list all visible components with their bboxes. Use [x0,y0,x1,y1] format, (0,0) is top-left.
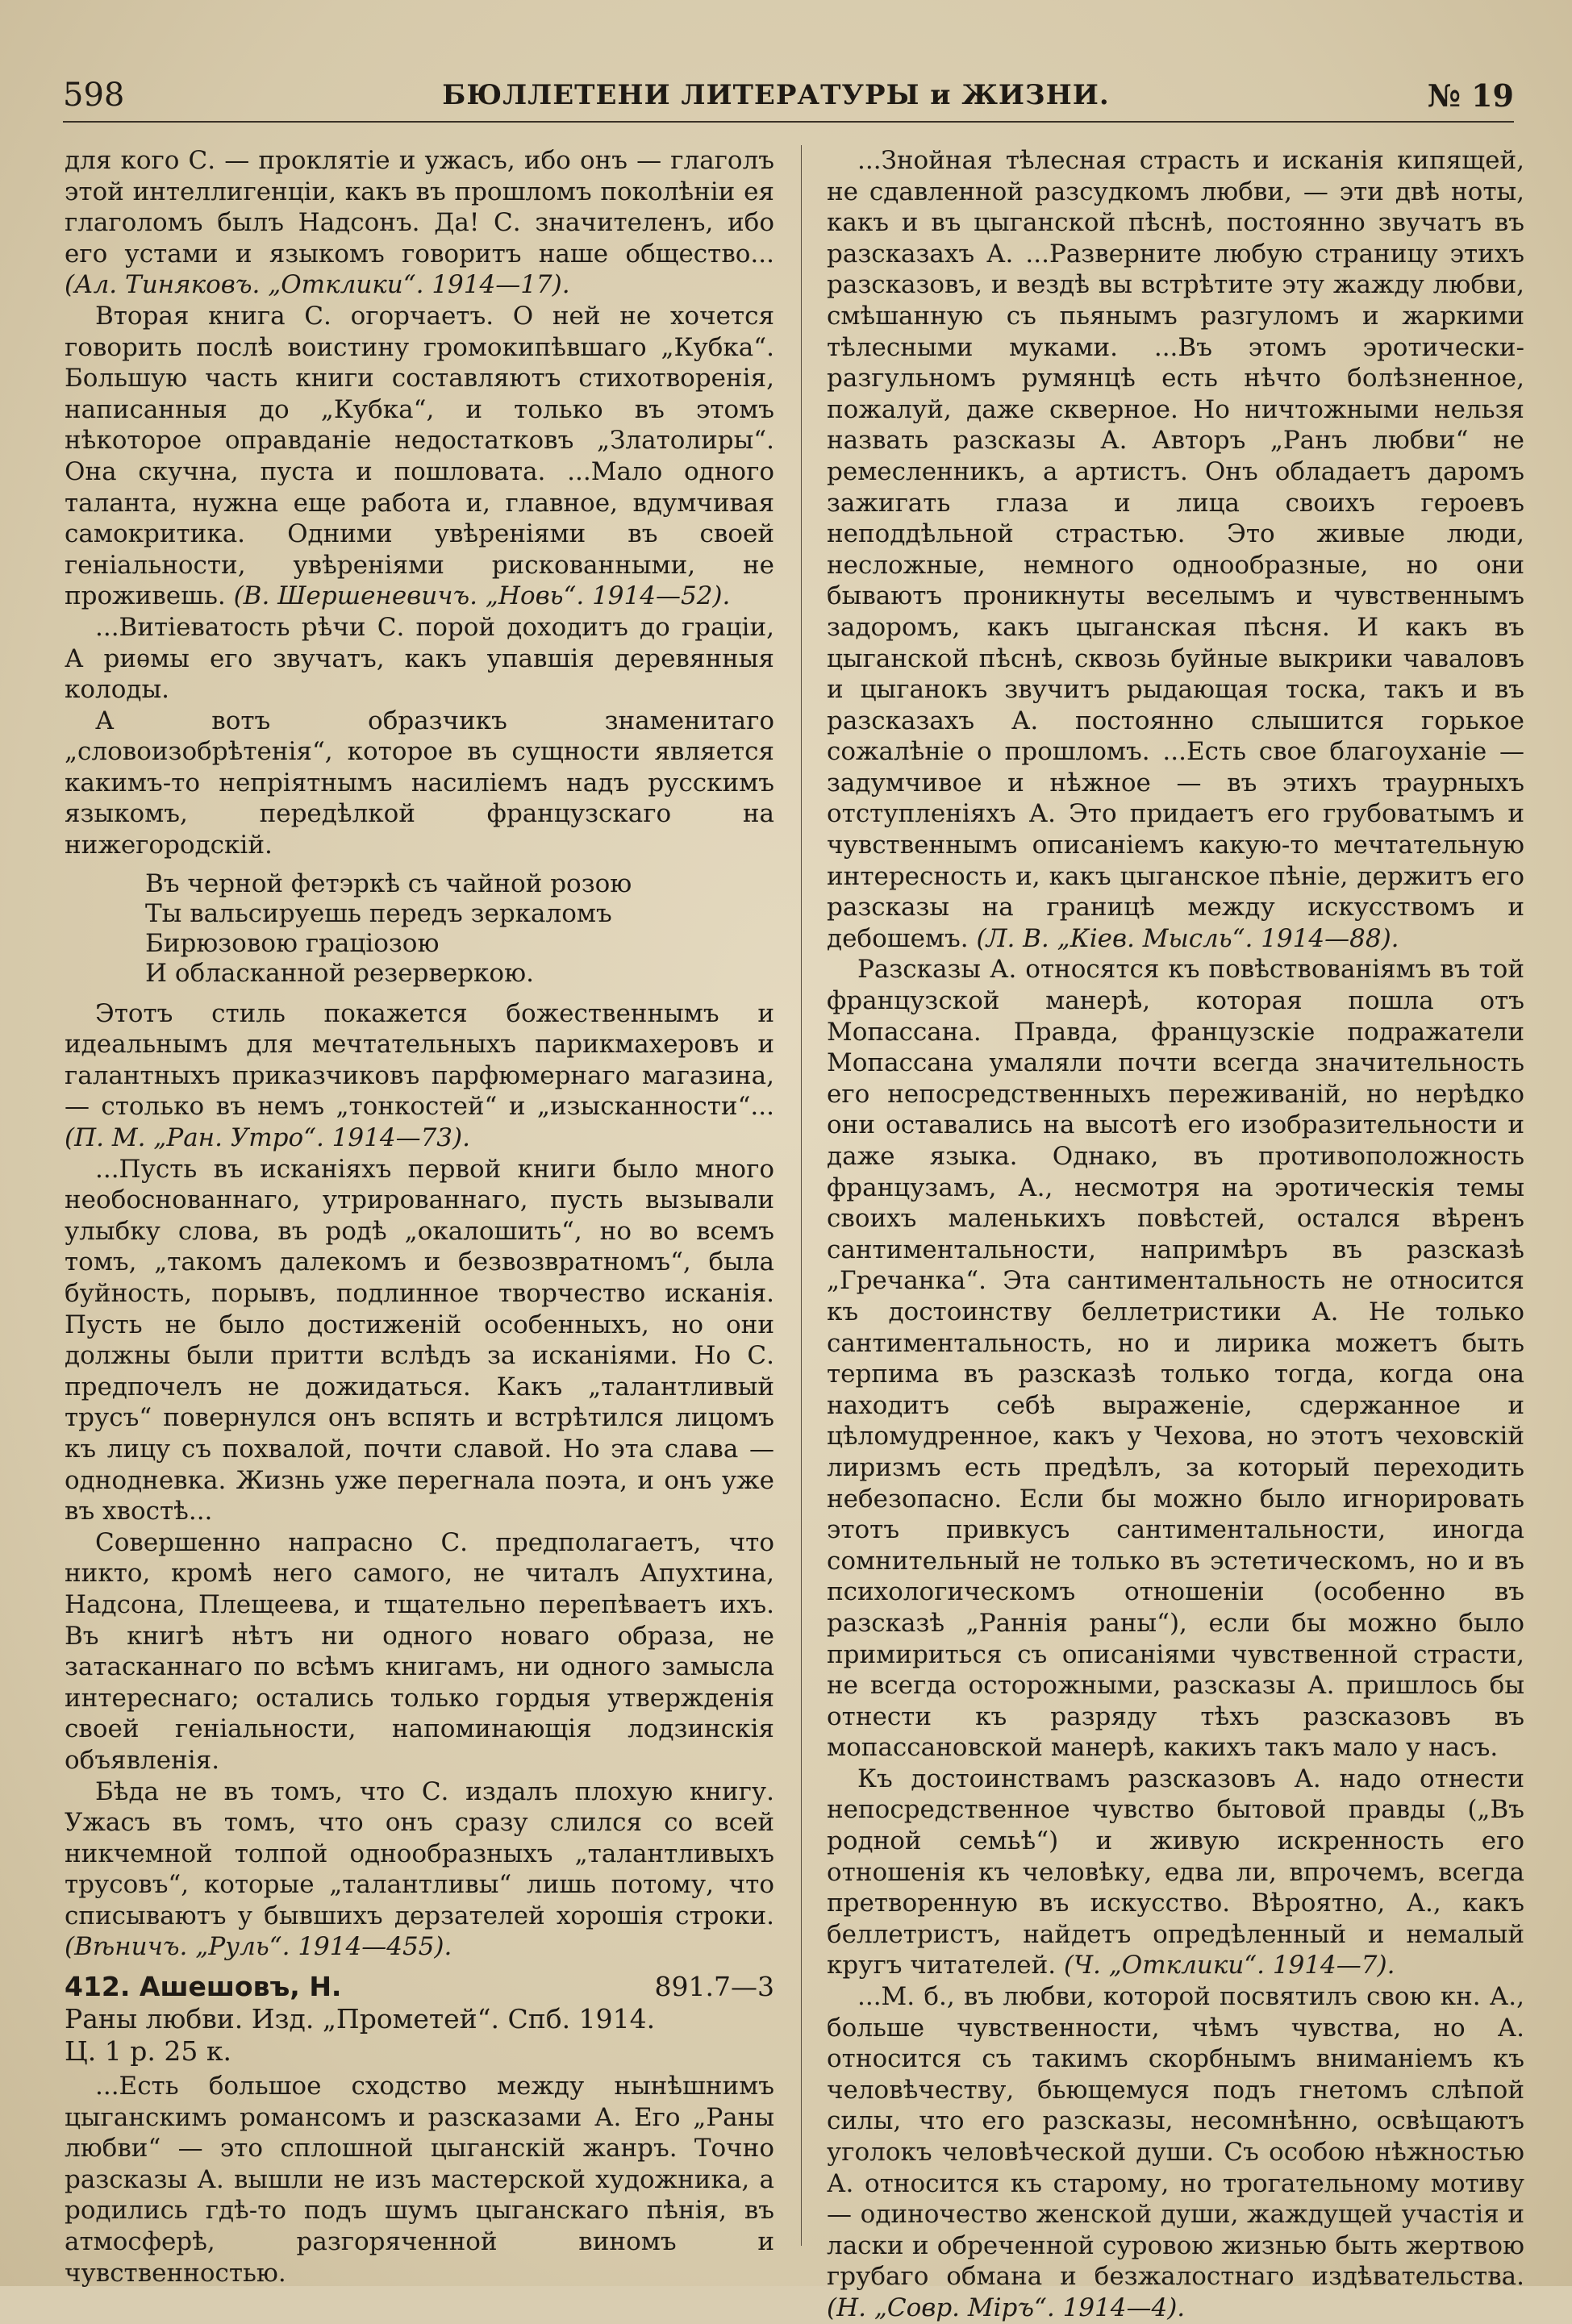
review-paragraph: Разсказы А. относятся къ повѣствованіямъ въ той французской манерѣ, которая пошла отъ Мопассана. Правда, французскіе подражатели Мопассана умаляли почти всегда значительность его непосредственныхъ переживаній, но нерѣдко они оставались на высотѣ его изобразительности и даже языка. Однако, въ противоположность французамъ, А., несмотря на эротическія темы своихъ маленькихъ повѣстей, остался вѣренъ сантиментальности, напримѣръ въ разсказѣ „Гречанка“. Эта сантиментальность не относится къ достоинству беллетристики А. Не только сантиментальность, но и лирика можетъ быть терпима въ разсказѣ только тогда, когда она находитъ себѣ выраженіе, сдержанное и цѣломудренное, какъ у Чехова, но этотъ чеховскій лиризмъ есть предѣлъ, за который переходить небезопасно. Если бы можно было игнорировать этотъ привкусъ сантиментальности, иногда сомнительный не только въ эстетическомъ, но и въ психологическомъ отношеніи (особенно въ разсказѣ „Раннія раны“), если бы можно было примириться съ описаніями чувственной страсти, не всегда осторожными, разсказы А. пришлось бы отнести къ разряду тѣхъ разсказовъ въ мопассановской манерѣ, какихъ такъ мало у насъ. [827,955,1524,1763]
poem-line: Въ черной фетэркѣ съ чайной розою [145,868,632,898]
citation: (П. М. „Ран. Утро“. 1914—73). [65,1123,470,1153]
poem-line: Бирюзовою граціозою [145,928,440,958]
poem-line: Ты вальсируешь передъ зеркаломъ [145,898,612,928]
review-paragraph: Къ достоинствамъ разсказовъ А. надо отнести непосредственное чувство бытовой правды („Въ родной семьѣ“) и живую искренность его отношенія къ человѣку, едва ли, впрочемъ, всегда претворенную въ искусство. Вѣроятно, А., какъ беллетристъ, найдетъ опредѣленный и немалый кругъ читателей. (Ч. „Отклики“. 1914—7). [827,1764,1524,1980]
review-paragraph: Совершенно напрасно С. предполагаетъ, что никто, кромѣ него самого, не читалъ Апухтина, Надсона, Плещеева, и тщательно перепѣваетъ ихъ. Въ книгѣ нѣтъ ни одного новаго образа, не затасканнаго по всѣмъ книгамъ, ни одного замысла интереснаго; остались только гордыя утвержденія своей геніальности, напоминающія лодзинскія объявленія. [65,1527,774,1775]
citation: (В. Шершеневичъ. „Новь“. 1914—52). [233,581,731,611]
citation: (Вѣничъ. „Руль“. 1914—455). [65,1932,452,1962]
issue-number: № 19 [1427,77,1514,114]
review-paragraph: ...Витіеватость рѣчи С. порой доходитъ до граціи, А риѳмы его звучатъ, какъ упавшія деревянныя колоды. [65,612,774,705]
entry-author: Ашешовъ, Н. [139,1971,342,2003]
review-paragraph: ...Есть большое сходство между нынѣшнимъ цыганскимъ романсомъ и разсказами А. Его „Раны любви“ — это сплошной цыганскій жанръ. Точно разсказы А. вышли не изъ мастерской художника, а родились гдѣ-то подъ шумъ цыганскаго пѣнія, въ атмосферѣ, разгоряченной виномъ и чувственностью. [65,2072,774,2288]
citation: (Ал. Тиняковъ. „Отклики“. 1914—17). [65,270,570,300]
review-paragraph: ...Знойная тѣлесная страсть и исканія кипящей, не сдавленной разсудкомъ любви, — эти двѣ ноты, какъ и въ цыганской пѣснѣ, постоянно звучатъ въ разсказахъ А. ...Разверните любую страницу этихъ разсказовъ, и вездѣ вы встрѣтите эту жажду любви, смѣшанную съ пьянымъ разгуломъ и жаркими тѣлесными муками. ...Въ этомъ эротически-разгульномъ румянцѣ есть нѣчто болѣзненное, пожалуй, даже скверное. Но ничтожными нельзя назвать разсказы А. Авторъ „Ранъ любви“ не ремесленникъ, а артистъ. Онъ обладаетъ даромъ зажигать глаза и лица своихъ героевъ неподдѣльной страстью. Это живые люди, несложные, немного однообразные, но они бываютъ проникнуты веселымъ и чувственнымъ задоромъ, какъ цыганская пѣсня. И какъ въ цыганской пѣснѣ, сквозь буйные выкрики чаваловъ и цыганокъ звучитъ рыдающая тоска, такъ и въ разсказахъ А. постоянно слышится горькое сожалѣніе о прошломъ. ...Есть свое благоуханіе — задумчивое и нѣжное — въ этихъ траурныхъ отступленіяхъ А. Это придаетъ его грубоватымъ и чувственнымъ описаніемъ какую-то мечтательную интересность и, какъ цыганское пѣніе, держитъ его разсказы на границѣ между искусствомъ и дебошемъ. (Л. В. „Кіев. Мысль“. 1914—88). [827,146,1524,953]
column-divider [801,145,802,2246]
citation: (Л. В. „Кіев. Мысль“. 1914—88). [976,923,1399,953]
review-paragraph: Вторая книга С. огорчаетъ. О ней не хочется говорить послѣ воистину громокипѣвшаго „Кубка“. Большую часть книги составляютъ стихотворенія, написанныя до „Кубка“, и только въ этомъ нѣкоторое оправданіе недостатковъ „Златолиры“. Она скучна, пуста и пошловата. ...Мало одного таланта, нужна еще работа и, главное, вдумчивая самокритика. Одними увѣреніями въ своей геніальности, увѣреніями рискованными, не проживешь. (В. Шершеневичъ. „Новь“. 1914—52). [65,301,774,611]
review-paragraph: А вотъ образчикъ знаменитаго „словоизобрѣтенія“, которое въ сущности является какимъ-то непріятнымъ насиліемъ надъ русскимъ языкомъ, передѣлкой французскаго на нижегородскій. [65,706,774,860]
citation: (Н. „Совр. Міръ“. 1914—4). [827,2293,1186,2322]
citation: (Ч. „Отклики“. 1914—7). [1063,1951,1395,1980]
entry-price: Ц. 1 р. 25 к. [65,2035,231,2068]
poem-quote [145,869,774,989]
review-paragraph: ...Пусть въ исканіяхъ первой книги было много необоснованнаго, утрированнаго, пусть вызывали улыбку слова, въ родѣ „окалошить“, но во всемъ томъ, „такомъ далекомъ и безвозвратномъ“, была буйность, порывъ, подлинное творчество исканія. Пусть не было достиженій особенныхъ, но они должны были притти вслѣдъ за исканіями. Но С. предпочелъ не дожидаться. Какъ „талантливый трусъ“ повернулся онъ вспять и встрѣтился лицомъ къ лицу съ похвалой, почти славой. Но эта слава — однодневка. Жизнь уже перегнала поэта, и онъ уже въ хвостѣ... [65,1154,774,1526]
poem-line: И обласканной резерверкою. [145,958,534,988]
page-number: 598 [63,77,125,114]
bibliography-entry-heading [65,1971,774,2003]
review-paragraph: Бѣда не въ томъ, что С. издалъ плохую книгу. Ужасъ въ томъ, что онъ сразу слился со всей никчемной толпой однообразныхъ „талантливыхъ трусовъ“, которые „талантливы“ лишь потому, что списываютъ у бывшихъ дерзателей хорошія строки. (Вѣничъ. „Руль“. 1914—455). [65,1776,774,1962]
entry-imprint: Раны любви. Изд. „Прометей“. Спб. 1914. [65,2003,656,2035]
running-title: БЮЛЛЕТЕНИ ЛИТЕРАТУРЫ и ЖИЗНИ. [442,79,1110,111]
right-column [827,145,1524,2322]
review-paragraph: ...М. б., въ любви, которой посвятилъ свою кн. А., больше чувственности, чѣмъ чувства, но А. относится съ такимъ скорбнымъ вниманіемъ къ человѣчеству, бьющемуся подъ гнетомъ слѣпой силы, что его разсказы, несомнѣнно, освѣщаютъ уголокъ человѣческой души. Съ особою нѣжностью А. относится къ старому, но трогательному мотиву — одиночество женской души, жаждущей участія и ласки и обреченной суровою жизнью быть жертвою грубаго обмана и безжалостнаго издѣвательства. (Н. „Совр. Міръ“. 1914—4). [827,1982,1524,2322]
entry-number: 412. [65,1971,131,2003]
entry-classification: 891.7—3 [654,1971,774,2003]
review-paragraph: Этотъ стиль покажется божественнымъ и идеальнымъ для мечтательныхъ парикмахеровъ и галантныхъ приказчиковъ парфюмернаго магазина, — столько въ немъ „тонкостей“ и „изысканности“... (П. М. „Ран. Утро“. 1914—73). [65,998,774,1153]
left-column [65,145,774,2288]
page-header [63,69,1514,123]
review-paragraph: для кого С. — проклятіе и ужасъ, ибо онъ — глаголъ этой интеллигенціи, какъ въ прошломъ поколѣніи ея глаголомъ былъ Надсонъ. Да! С. значителенъ, ибо его устами и языкомъ говоритъ наше общество... (Ал. Тиняковъ. „Отклики“. 1914—17). [65,146,774,300]
